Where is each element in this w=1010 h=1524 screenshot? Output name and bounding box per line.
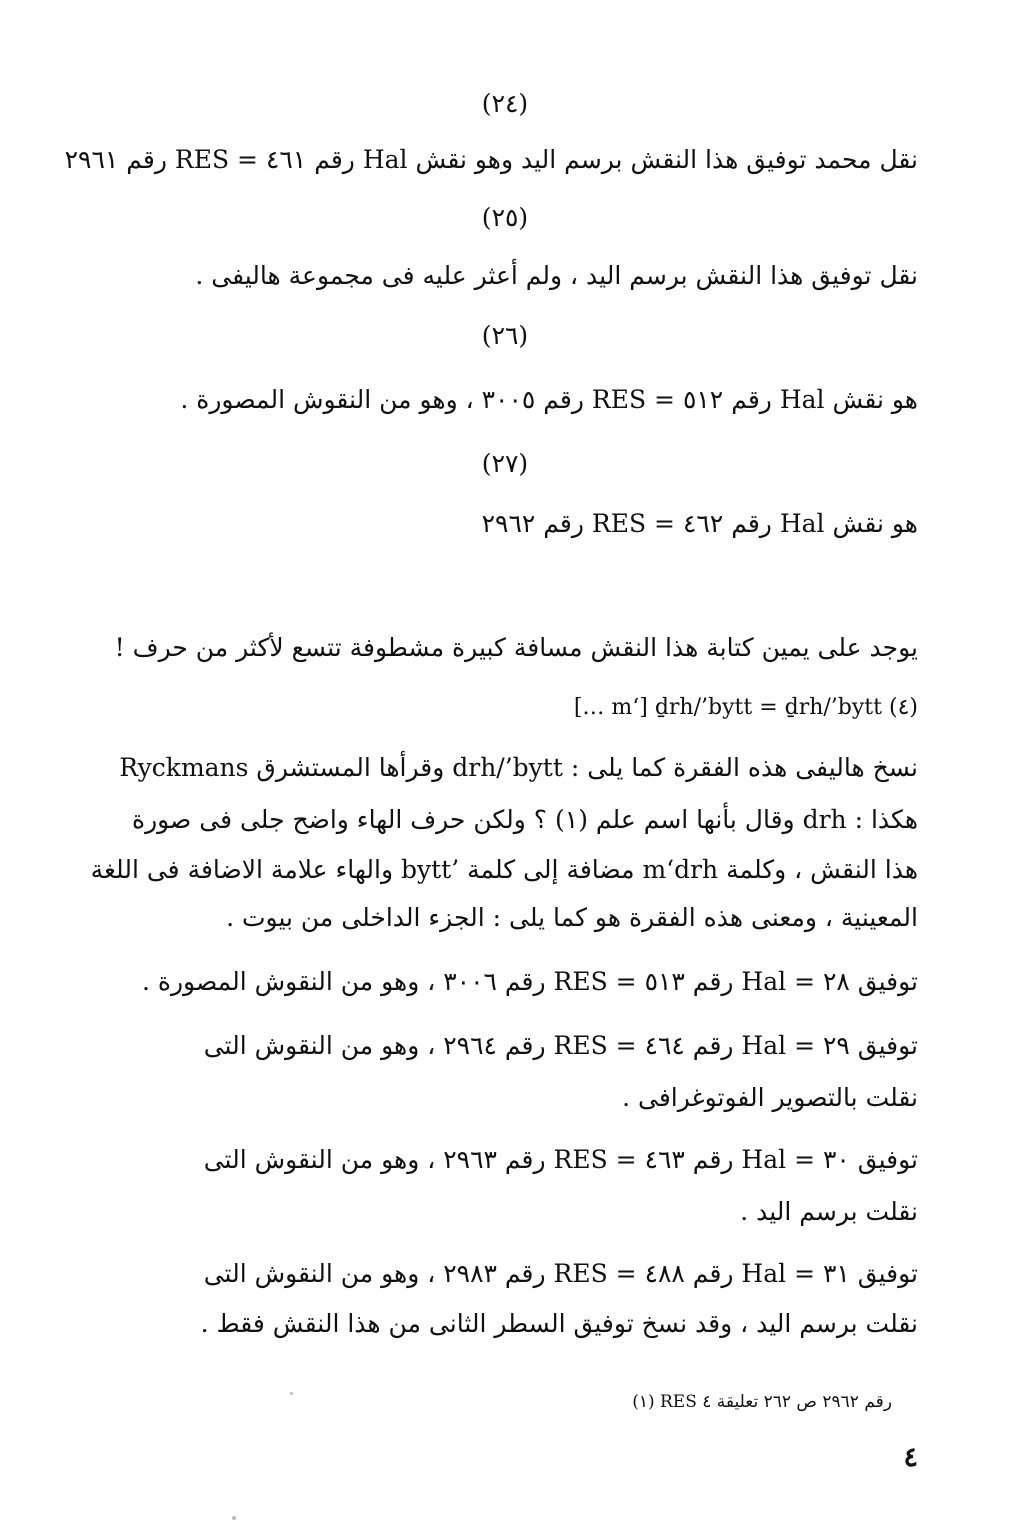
entry-29-line-1: توفيق ٢٩ = Hal رقم ٤٦٤ = RES رقم ٢٩٦٤ ، وهو من النقوش التى — [203, 1031, 918, 1060]
section-text-25: نقل توفيق هذا النقش برسم اليد ، ولم أعثر عليه فى مجموعة هاليفى . — [195, 261, 918, 290]
entry-28-line-1: توفيق ٢٨ = Hal رقم ٥١٣ = RES رقم ٣٠٠٦ ، وهو من النقوش المصورة . — [141, 967, 918, 996]
paragraph-line-1: نسخ هاليفى هذه الفقرة كما يلى : drh/’bytt وقرأها المستشرق Ryckmans — [119, 753, 918, 782]
section-text-24: نقل محمد توفيق هذا النقش برسم اليد وهو نقش Hal رقم ٤٦١ = RES رقم ٢٩٦١ — [64, 145, 918, 174]
section-number-25: (٢٥) — [481, 203, 529, 232]
paragraph-line-4: المعينية ، ومعنى هذه الفقرة هو كما يلى : الجزء الداخلى من بيوت . — [226, 903, 918, 932]
page-number: ٤ — [903, 1442, 918, 1473]
scan-speck — [290, 1392, 293, 1395]
section-number-26: (٢٦) — [481, 321, 529, 350]
entry-29-line-2: نقلت بالتصوير الفوتوغرافى . — [622, 1083, 918, 1112]
section-number-24: (٢٤) — [481, 89, 529, 118]
paragraph-line-2: هكذا : drh وقال بأنها اسم علم (١) ؟ ولكن حرف الهاء واضح جلى فى صورة — [131, 805, 918, 834]
footnote: (١) RES رقم ٢٩٦٢ ص ٢٦٢ تعليقة ٤ — [632, 1392, 892, 1412]
entry-31-line-2: نقلت برسم اليد ، وقد نسخ توفيق السطر الثانى من هذا النقش فقط . — [200, 1309, 918, 1338]
entry-30-line-1: توفيق ٣٠ = Hal رقم ٤٦٣ = RES رقم ٢٩٦٣ ، وهو من النقوش التى — [203, 1145, 918, 1174]
transliteration-line: [… m‘] ḏrh/’bytt = ḏrh/’bytt (٤) — [573, 695, 918, 720]
entry-31-line-1: توفيق ٣١ = Hal رقم ٤٨٨ = RES رقم ٢٩٨٣ ، وهو من النقوش التى — [203, 1259, 918, 1288]
paragraph-line-3: هذا النقش ، وكلمة m‘drh مضافة إلى كلمة ’bytt والهاء علامة الاضافة فى اللغة — [90, 855, 918, 884]
scan-speck — [232, 1516, 236, 1520]
entry-30-line-2: نقلت برسم اليد . — [740, 1197, 918, 1226]
section-text-26: هو نقش Hal رقم ٥١٢ = RES رقم ٣٠٠٥ ، وهو من النقوش المصورة . — [180, 385, 918, 414]
section-number-27: (٢٧) — [481, 449, 529, 478]
section-text-27: هو نقش Hal رقم ٤٦٢ = RES رقم ٢٩٦٢ — [481, 509, 918, 538]
note-line: يوجد على يمين كتابة هذا النقش مسافة كبيرة مشطوفة تتسع لأكثر من حرف ! — [114, 633, 918, 662]
